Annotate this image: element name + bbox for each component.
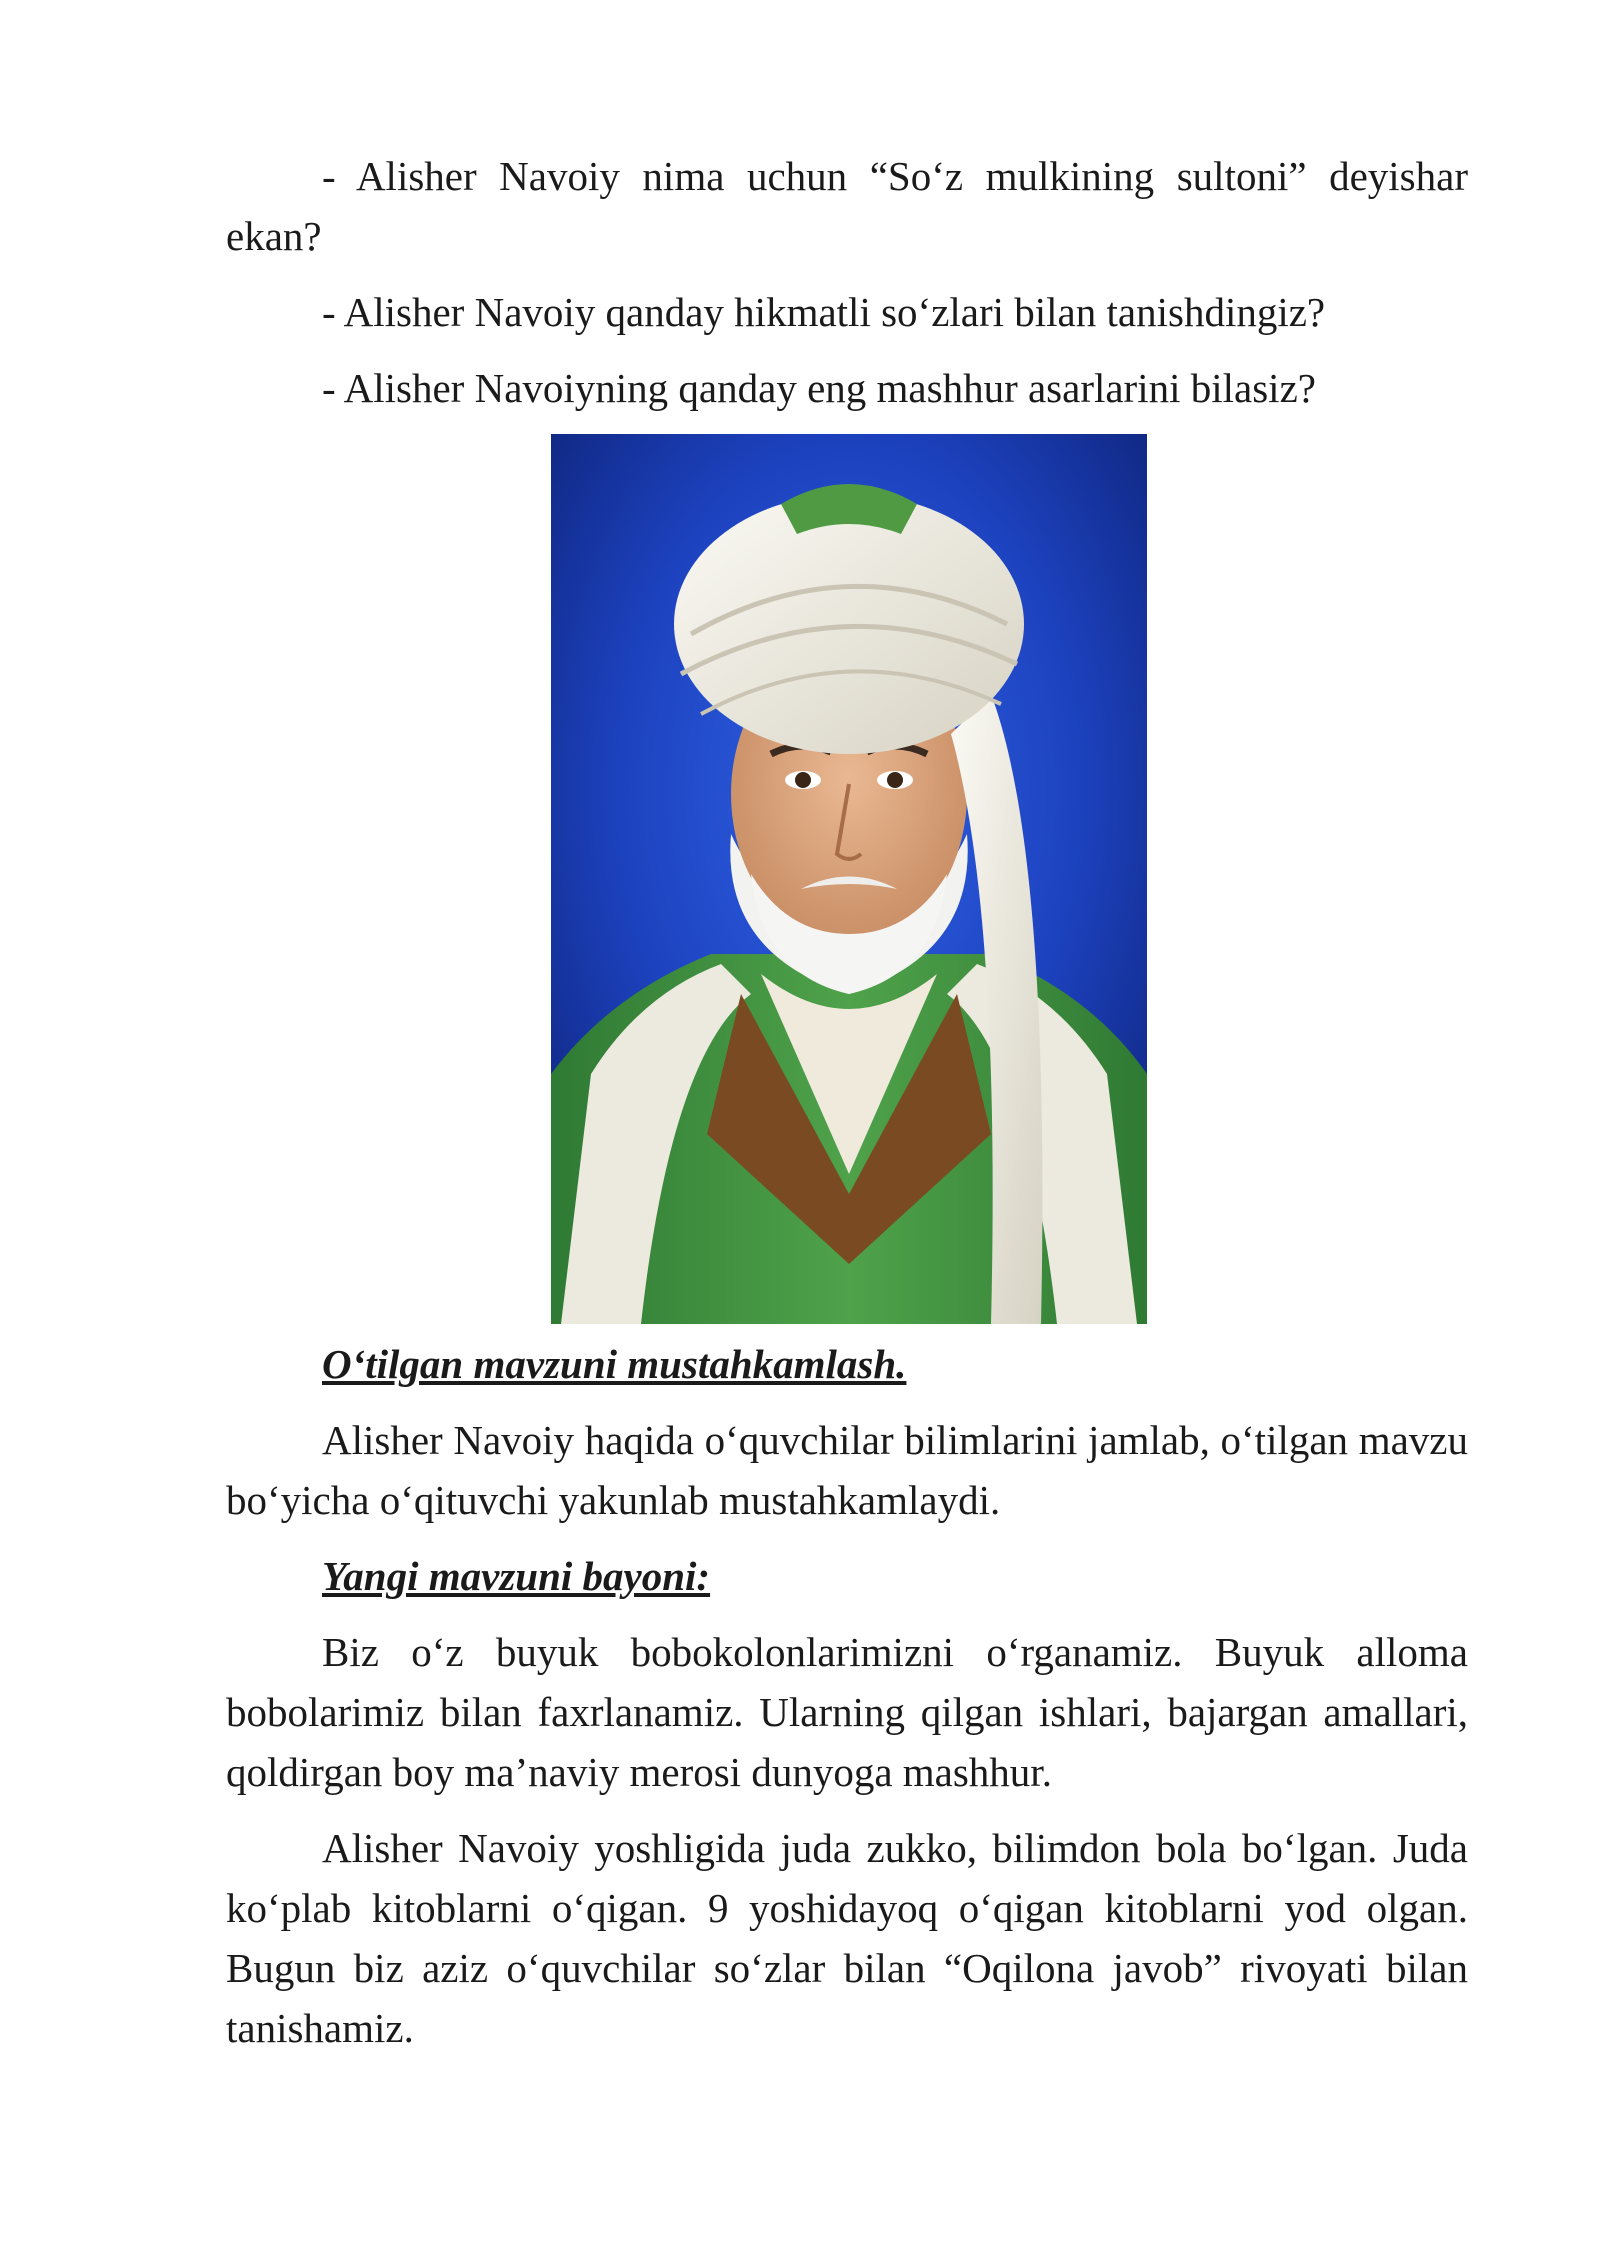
portrait-image xyxy=(551,434,1147,1324)
new-topic-paragraph-1: Biz o‘z buyuk bobokolonlarimizni o‘rganamiz. Buyuk alloma bobolarimiz bilan faxrlanamiz. Ularning qilgan ishlari, bajargan amallari, qoldirgan boy ma’naviy merosi dunyoga mashhur. xyxy=(226,1629,1468,1795)
question-3: - Alisher Navoiyning qanday eng mashhur asarlarini bilasiz? xyxy=(322,365,1316,411)
portrait-illustration xyxy=(551,434,1147,1324)
question-2: - Alisher Navoiy qanday hikmatli so‘zlari bilan tanishdingiz? xyxy=(322,289,1326,335)
new-topic-paragraph-2: Alisher Navoiy yoshligida juda zukko, bilimdon bola bo‘lgan. Juda ko‘plab kitoblarni o‘qigan. 9 yoshidayoq o‘qigan kitoblarni yod olgan. Bugun biz aziz o‘quvchilar so‘zlar bilan “Oqilona javob” rivoyati bilan tanishamiz. xyxy=(226,1825,1468,2051)
section-heading-consolidation: O‘tilgan mavzuni mustahkamlash. xyxy=(322,1341,907,1387)
document-content xyxy=(226,146,1468,2074)
section-heading-new-topic: Yangi mavzuni bayoni: xyxy=(322,1553,711,1599)
question-1: - Alisher Navoiy nima uchun “So‘z mulkining sultoni” deyishar ekan? xyxy=(226,153,1468,259)
consolidation-paragraph: Alisher Navoiy haqida o‘quvchilar bilimlarini jamlab, o‘tilgan mavzu bo‘yicha o‘qituvchi yakunlab mustahkamlaydi. xyxy=(226,1417,1468,1523)
